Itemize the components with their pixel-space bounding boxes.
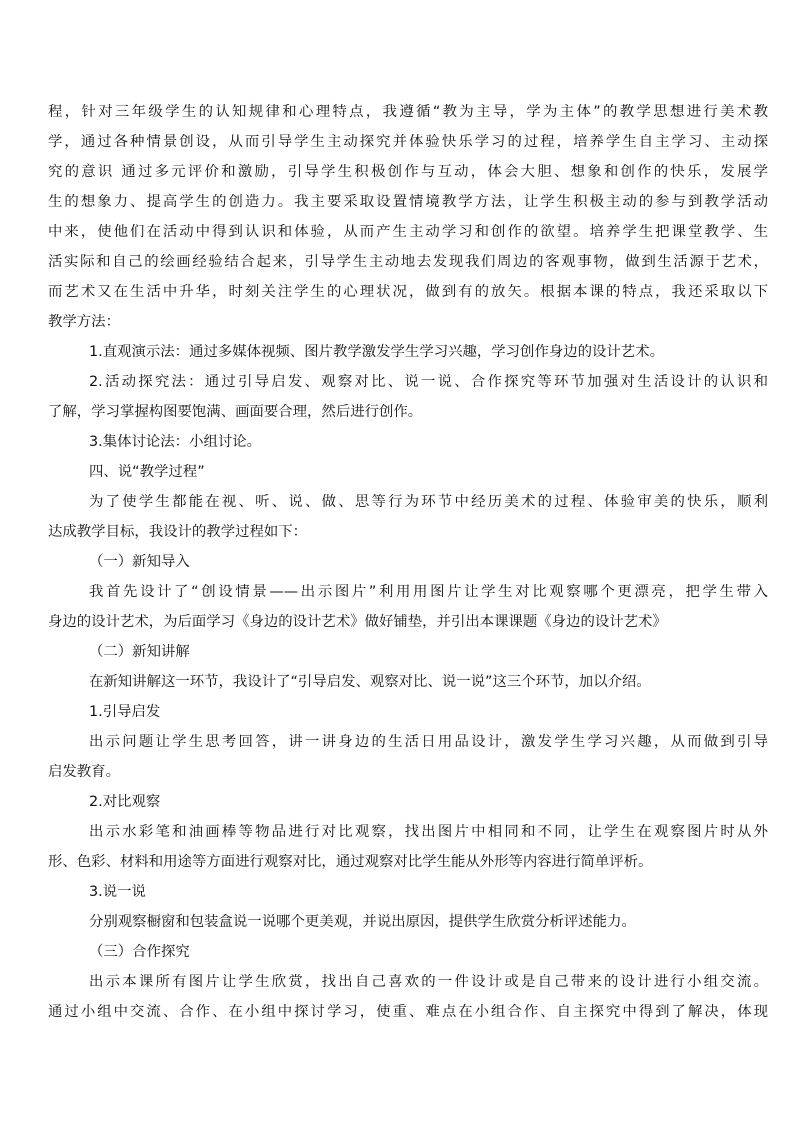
paragraph-line: 身边的设计艺术，为后面学习《身边的设计艺术》做好铺垫，并引出本课课题《身边的设计艺术》 (48, 614, 667, 630)
method-item: 3.集体讨论法：小组讨论。 (89, 434, 262, 450)
paragraph-line: 活实际和自己的绘画经验结合起来，引导学生主动地去发现我们周边的客观事物，做到生活源于艺术， (48, 254, 768, 270)
paragraph-line: 分别观察橱窗和包装盒说一说哪个更美观，并说出原因，提供学生欣赏分析评述能力。 (89, 914, 636, 930)
paragraph-line: 学，通过各种情景创设，从而引导学生主动探究并体验快乐学习的过程，培养学生自主学习、主动探 (48, 134, 768, 150)
paragraph-line: 教学方法： (48, 314, 120, 330)
subsection-heading: （一）新知导入 (89, 554, 190, 570)
paragraph-line: 出示水彩笔和油画棒等物品进行对比观察，找出图片中相同和不同，让学生在观察图片时从外 (89, 824, 768, 840)
step-heading: 3.说一说 (89, 884, 146, 900)
method-item: 2.活动探究法：通过引导启发、观察对比、说一说、合作探究等环节加强对生活设计的认识和 (89, 374, 768, 390)
paragraph-line: 而艺术又在生活中升华，时刻关注学生的心理状况，做到有的放矢。根据本课的特点，我还采取以下 (48, 284, 768, 300)
paragraph-line: 出示问题让学生思考回答，讲一讲身边的生活日用品设计，激发学生学习兴趣，从而做到引导 (89, 734, 768, 750)
section-heading: 四、说“教学过程” (89, 464, 205, 480)
step-heading: 1.引导启发 (89, 704, 161, 720)
paragraph-line: 出示本课所有图片让学生欣赏，找出自己喜欢的一件设计或是自己带来的设计进行小组交流。 (89, 974, 768, 990)
step-heading: 2.对比观察 (89, 794, 161, 810)
subsection-heading: （二）新知讲解 (89, 644, 190, 660)
paragraph-line: 形、色彩、材料和用途等方面进行观察对比，通过观察对比学生能从外形等内容进行简单评析。 (48, 854, 653, 870)
paragraph-line: 我首先设计了“创设情景——出示图片”利用用图片让学生对比观察哪个更漂亮，把学生带入 (89, 584, 768, 600)
method-item: 1.直观演示法：通过多媒体视频、图片教学激发学生学习兴趣，学习创作身边的设计艺术。 (89, 344, 664, 360)
paragraph-line: 在新知讲解这一环节，我设计了“引导启发、观察对比、说一说”这三个环节，加以介绍。 (89, 674, 651, 690)
paragraph-line: 达成教学目标，我设计的教学过程如下： (48, 524, 308, 540)
subsection-heading: （三）合作探究 (89, 944, 190, 960)
paragraph-line: 了解，学习掌握构图要饱满、画面要合理，然后进行创作。 (48, 404, 423, 420)
paragraph-line: 启发教育。 (48, 764, 120, 780)
paragraph-line: 通过小组中交流、合作、在小组中探讨学习，使重、难点在小组合作、自主探究中得到了解决，体现 (48, 1004, 768, 1020)
paragraph-line: 究的意识 通过多元评价和激励，引导学生积极创作与互动，体会大胆、想象和创作的快乐，发展学 (48, 164, 768, 180)
paragraph-line: 程，针对三年级学生的认知规律和心理特点，我遵循“教为主导，学为主体”的教学思想进行美术教 (48, 104, 768, 120)
paragraph-line: 生的想象力、提高学生的创造力。我主要采取设置情境教学方法，让学生积极主动的参与到教学活动 (48, 194, 768, 210)
paragraph-line: 为了使学生都能在视、听、说、做、思等行为环节中经历美术的过程、体验审美的快乐，顺利 (89, 494, 768, 510)
paragraph-line: 中来，使他们在活动中得到认识和体验，从而产生主动学习和创作的欲望。培养学生把课堂教学、生 (48, 224, 768, 240)
